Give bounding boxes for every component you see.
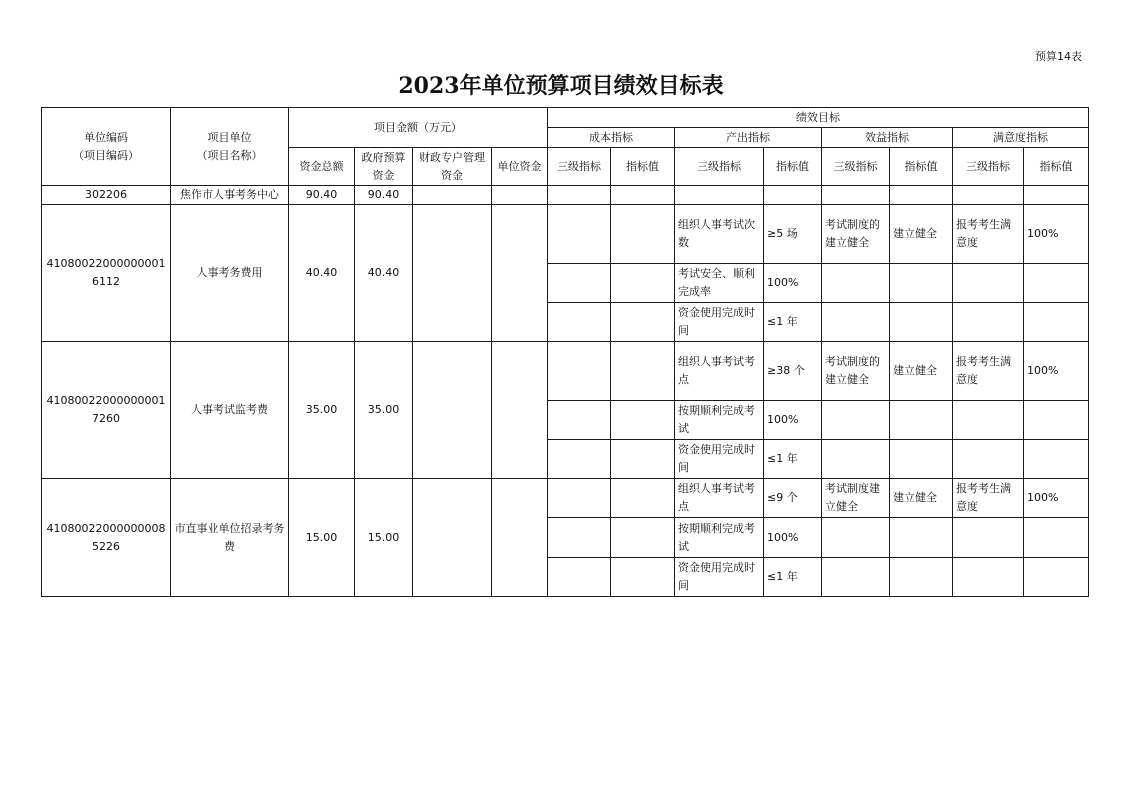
special-fund-header: 财政专户管理资金 [413,148,492,186]
project-code-cell: 410800220000000016112 [42,205,171,342]
project-total-cell: 35.00 [289,342,355,479]
benefit-value-cell [890,303,953,342]
benefit-level3-cell: 考试制度建立健全 [822,479,890,518]
project-2-row-1 [42,342,1089,401]
satisfaction-value-cell: 100% [1024,205,1089,264]
project-gov-budget-cell: 35.00 [355,342,413,479]
empty-cell [492,186,548,205]
satisfaction-level3-header: 三级指标 [953,148,1024,186]
cost-level3-cell [548,440,611,479]
sheet-number: 预算14表 [1035,50,1082,63]
output-value-cell: ≤1 年 [764,440,822,479]
satisfaction-level3-cell: 报考考生满意度 [953,342,1024,401]
output-value-header: 指标值 [764,148,822,186]
project-1-row-1 [42,205,1089,264]
cost-level3-cell [548,205,611,264]
cost-level3-cell [548,264,611,303]
project-unit-fund-cell [492,342,548,479]
benefit-value-cell [890,264,953,303]
benefit-level3-cell [822,558,890,597]
unit-code-header: 单位编码 （项目编码） [42,108,171,186]
benefit-value-cell [890,440,953,479]
satisfaction-level3-cell: 报考考生满意度 [953,479,1024,518]
amount-group-header: 项目金额（万元） [289,108,548,148]
project-total-cell: 40.40 [289,205,355,342]
cost-value-cell [611,342,675,401]
project-code-cell: 410800220000000017260 [42,342,171,479]
benefit-value-cell [890,401,953,440]
benefit-level3-cell [822,518,890,558]
cost-value-cell [611,303,675,342]
cost-value-cell [611,205,675,264]
benefit-value-cell [890,558,953,597]
benefit-level3-cell: 考试制度的建立健全 [822,205,890,264]
cost-level3-cell [548,518,611,558]
benefit-value-cell [890,518,953,558]
total-fund-header: 资金总额 [289,148,355,186]
project-code-cell: 410800220000000085226 [42,479,171,597]
cost-kpi-header: 成本指标 [548,128,675,148]
satisfaction-value-cell [1024,401,1089,440]
empty-cell [548,186,611,205]
satisfaction-level3-cell [953,401,1024,440]
unit-name-cell: 焦作市人事考务中心 [171,186,289,205]
cost-value-cell [611,440,675,479]
satisfaction-kpi-header: 满意度指标 [953,128,1089,148]
benefit-value-cell: 建立健全 [890,479,953,518]
output-level3-cell: 按期顺利完成考试 [675,518,764,558]
project-unit-fund-cell [492,479,548,597]
project-total-cell: 15.00 [289,479,355,597]
empty-cell [413,186,492,205]
satisfaction-value-cell [1024,440,1089,479]
empty-cell [1024,186,1089,205]
output-value-cell: ≤1 年 [764,303,822,342]
output-value-cell: 100% [764,264,822,303]
cost-value-cell [611,264,675,303]
project-gov-budget-cell: 40.40 [355,205,413,342]
satisfaction-level3-cell: 报考考生满意度 [953,205,1024,264]
output-level3-cell: 资金使用完成时间 [675,440,764,479]
output-level3-cell: 组织人事考试考点 [675,342,764,401]
benefit-level3-cell [822,440,890,479]
gov-budget-header: 政府预算资金 [355,148,413,186]
project-gov-budget-cell: 15.00 [355,479,413,597]
kpi-group-header: 绩效目标 [548,108,1089,128]
empty-cell [822,186,890,205]
benefit-value-cell: 建立健全 [890,205,953,264]
empty-cell [890,186,953,205]
empty-cell [764,186,822,205]
satisfaction-level3-cell [953,440,1024,479]
satisfaction-value-cell: 100% [1024,342,1089,401]
output-value-cell: 100% [764,518,822,558]
cost-level3-cell [548,479,611,518]
output-kpi-header: 产出指标 [675,128,822,148]
satisfaction-level3-cell [953,303,1024,342]
benefit-value-cell: 建立健全 [890,342,953,401]
output-level3-cell: 组织人事考试次数 [675,205,764,264]
project-name-cell: 人事考试监考费 [171,342,289,479]
cost-level3-cell [548,558,611,597]
output-level3-header: 三级指标 [675,148,764,186]
unit-summary-row [42,186,1089,205]
unit-fund-header: 单位资金 [492,148,548,186]
project-special-fund-cell [413,342,492,479]
output-level3-cell: 组织人事考试考点 [675,479,764,518]
project-special-fund-cell [413,205,492,342]
benefit-value-header: 指标值 [890,148,953,186]
cost-value-cell [611,518,675,558]
satisfaction-value-header: 指标值 [1024,148,1089,186]
benefit-level3-cell [822,401,890,440]
cost-value-header: 指标值 [611,148,675,186]
output-value-cell: ≤9 个 [764,479,822,518]
satisfaction-value-cell [1024,264,1089,303]
satisfaction-value-cell [1024,558,1089,597]
satisfaction-value-cell: 100% [1024,479,1089,518]
unit-code-cell: 302206 [42,186,171,205]
empty-cell [953,186,1024,205]
cost-level3-cell [548,303,611,342]
benefit-level3-header: 三级指标 [822,148,890,186]
satisfaction-level3-cell [953,264,1024,303]
page-title: 2023年单位预算项目绩效目标表 [398,73,724,99]
output-value-cell: ≥5 场 [764,205,822,264]
cost-value-cell [611,558,675,597]
benefit-level3-cell [822,264,890,303]
cost-value-cell [611,479,675,518]
cost-level3-cell [548,401,611,440]
project-name-cell: 市直事业单位招录考务费 [171,479,289,597]
empty-cell [611,186,675,205]
cost-level3-cell [548,342,611,401]
satisfaction-value-cell [1024,518,1089,558]
empty-cell [675,186,764,205]
performance-target-table [41,107,1089,597]
satisfaction-level3-cell [953,558,1024,597]
output-level3-cell: 按期顺利完成考试 [675,401,764,440]
cost-value-cell [611,401,675,440]
benefit-kpi-header: 效益指标 [822,128,953,148]
satisfaction-value-cell [1024,303,1089,342]
cost-level3-header: 三级指标 [548,148,611,186]
header-row-1 [42,108,1089,128]
output-value-cell: ≥38 个 [764,342,822,401]
output-level3-cell: 资金使用完成时间 [675,303,764,342]
benefit-level3-cell [822,303,890,342]
project-special-fund-cell [413,479,492,597]
output-level3-cell: 考试安全、顺利完成率 [675,264,764,303]
output-level3-cell: 资金使用完成时间 [675,558,764,597]
output-value-cell: 100% [764,401,822,440]
unit-total-cell: 90.40 [289,186,355,205]
benefit-level3-cell: 考试制度的建立健全 [822,342,890,401]
unit-gov-budget-cell: 90.40 [355,186,413,205]
satisfaction-level3-cell [953,518,1024,558]
project-3-row-1 [42,479,1089,518]
project-name-cell: 人事考务费用 [171,205,289,342]
project-unit-fund-cell [492,205,548,342]
project-unit-header: 项目单位 （项目名称） [171,108,289,186]
output-value-cell: ≤1 年 [764,558,822,597]
